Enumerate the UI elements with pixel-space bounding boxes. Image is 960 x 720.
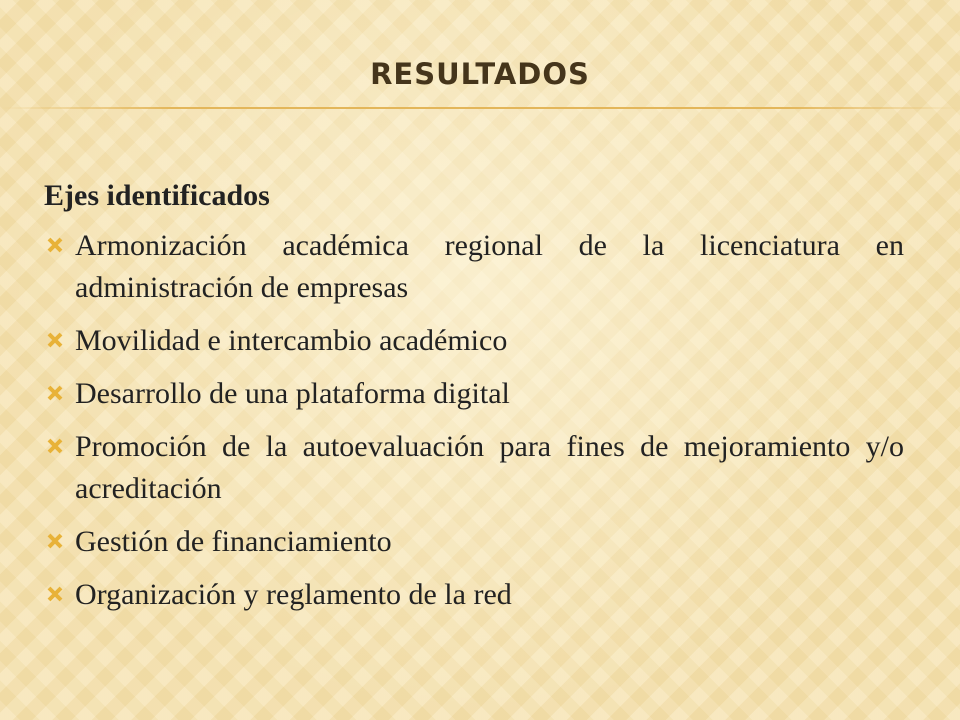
- bullet-text: Desarrollo de una plataforma digital: [75, 377, 510, 410]
- bullet-text: Gestión de financiamiento: [75, 525, 392, 558]
- bullet-item: [44, 574, 904, 616]
- x-mark-icon: [45, 383, 65, 403]
- bullet-text: Organización y reglamento de la red: [75, 578, 512, 611]
- bullet-text: Movilidad e intercambio académico: [75, 324, 508, 357]
- bullet-item: [44, 373, 904, 415]
- bullet-list: [44, 225, 904, 616]
- slide-content: [44, 174, 904, 627]
- x-mark-icon: [45, 436, 65, 456]
- x-mark-icon: [45, 235, 65, 255]
- bullet-item: [44, 426, 904, 510]
- bullet-text: Armonización académica regional de la licenciatura en administración de empresas: [75, 229, 904, 304]
- slide-title: RESULTADOS: [370, 57, 590, 91]
- x-mark-icon: [45, 584, 65, 604]
- x-mark-icon: [45, 330, 65, 350]
- subheading: Ejes identificados: [44, 179, 270, 212]
- bullet-text: Promoción de la autoevaluación para fines de mejoramiento y/o acreditación: [75, 430, 904, 505]
- bullet-item: [44, 521, 904, 563]
- bullet-item: [44, 225, 904, 309]
- x-mark-icon: [45, 531, 65, 551]
- title-underline: [0, 107, 960, 109]
- bullet-item: [44, 320, 904, 362]
